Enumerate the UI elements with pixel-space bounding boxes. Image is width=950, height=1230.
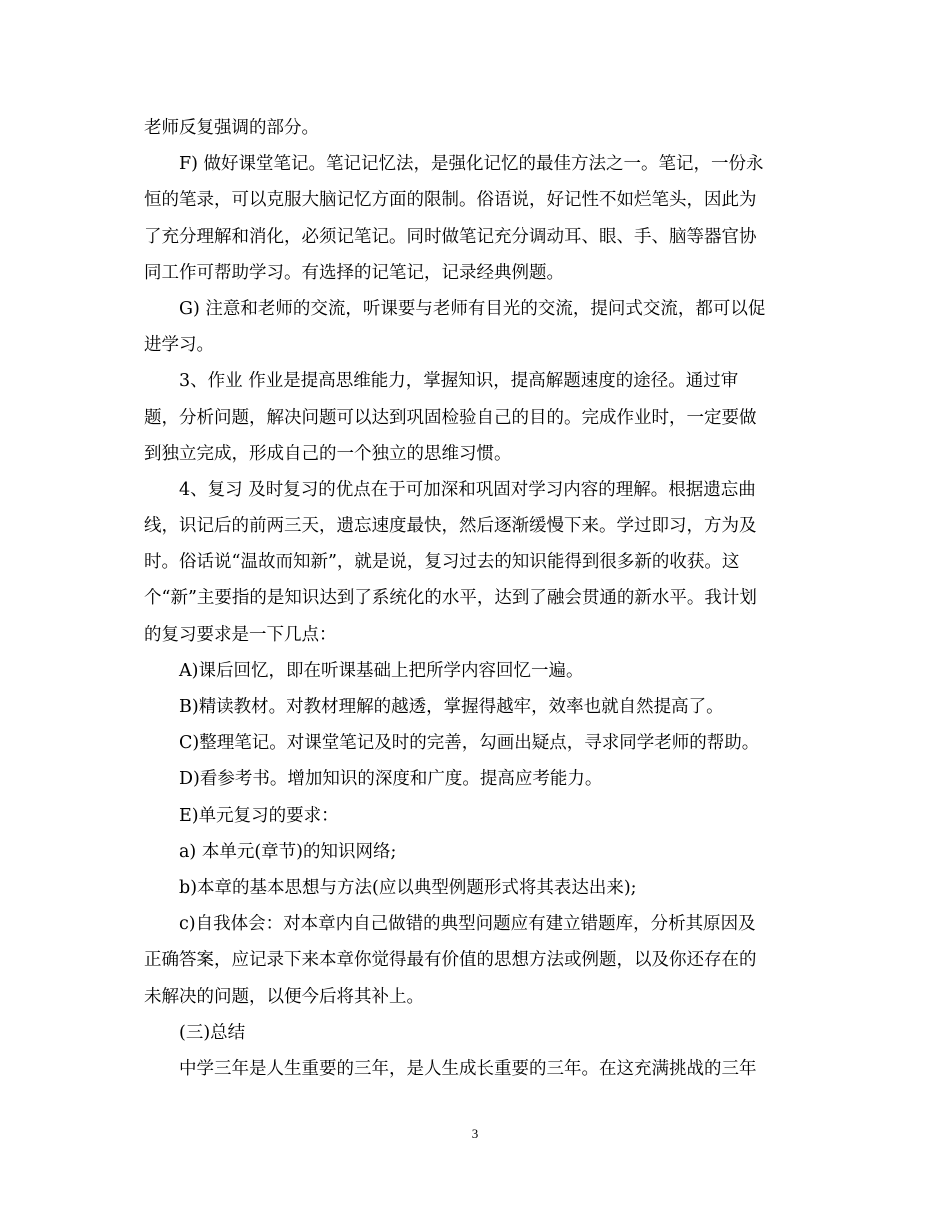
text-line: A)课后回忆，即在听课基础上把所学内容回忆一遍。 <box>179 660 584 681</box>
text-line: 到独立完成，形成自己的一个独立的思维习惯。 <box>144 443 512 464</box>
text-line: G) 注意和老师的交流，听课要与老师有目光的交流，提问式交流，都可以促 <box>179 298 766 319</box>
text-line: 老师反复强调的部分。 <box>144 118 319 138</box>
text-line: 恒的笔录，可以克服大脑记忆方面的限制。俗语说，好记性不如烂笔头，因此为 <box>144 190 757 211</box>
text-line: 3、作业 作业是提高思维能力，掌握知识，提高解题速度的途径。通过审 <box>179 371 739 392</box>
text-line: 正确答案，应记录下来本章你觉得最有价值的思想方法或例题，以及你还存在的 <box>144 950 757 971</box>
text-line: 题，分析问题，解决问题可以达到巩固检验自己的目的。完成作业时，一定要做 <box>144 407 757 428</box>
text-line: 时。俗话说“温故而知新”，就是说，复习过去的知识能得到很多新的收获。这 <box>144 552 740 573</box>
text-line: 4、复习 及时复习的优点在于可加深和巩固对学习内容的理解。根据遗忘曲 <box>179 479 756 500</box>
body-text <box>144 110 806 1087</box>
text-line: 了充分理解和消化，必须记笔记。同时做笔记充分调动耳、眼、手、脑等器官协 <box>144 226 757 247</box>
text-line: 中学三年是人生重要的三年，是人生成长重要的三年。在这充满挑战的三年 <box>179 1058 757 1079</box>
section-heading: (三)总结 <box>179 1022 246 1043</box>
text-line: 进学习。 <box>144 335 214 356</box>
text-line: E)单元复习的要求： <box>179 805 339 826</box>
text-line: 个“新”主要指的是知识达到了系统化的水平，达到了融会贯通的新水平。我计划 <box>144 588 757 609</box>
text-line: B)精读教材。对教材理解的越透，掌握得越牢，效率也就自然提高了。 <box>179 697 724 717</box>
text-line: b)本章的基本思想与方法(应以典型例题形式将其表达出来); <box>179 877 637 898</box>
page-number: 3 <box>471 1126 479 1141</box>
text-line: F) 做好课堂笔记。笔记记忆法，是强化记忆的最佳方法之一。笔记，一份永 <box>179 154 764 175</box>
text-line: C)整理笔记。对课堂笔记及时的完善，勾画出疑点，寻求同学老师的帮助。 <box>179 733 760 754</box>
text-line: a) 本单元(章节)的知识网络; <box>179 841 397 862</box>
text-line: 线，识记后的前两三天，遗忘速度最快，然后逐渐缓慢下来。学过即习，方为及 <box>144 516 757 537</box>
text-line: 未解决的问题，以便今后将其补上。 <box>144 986 424 1007</box>
text-line: D)看参考书。增加知识的深度和广度。提高应考能力。 <box>179 769 603 790</box>
text-line: 的复习要求是一下几点： <box>144 624 337 645</box>
text-line: 同工作可帮助学习。有选择的记笔记，记录经典例题。 <box>144 262 564 283</box>
text-line: c)自我体会：对本章内自己做错的典型问题应有建立错题库，分析其原因及 <box>179 914 756 935</box>
